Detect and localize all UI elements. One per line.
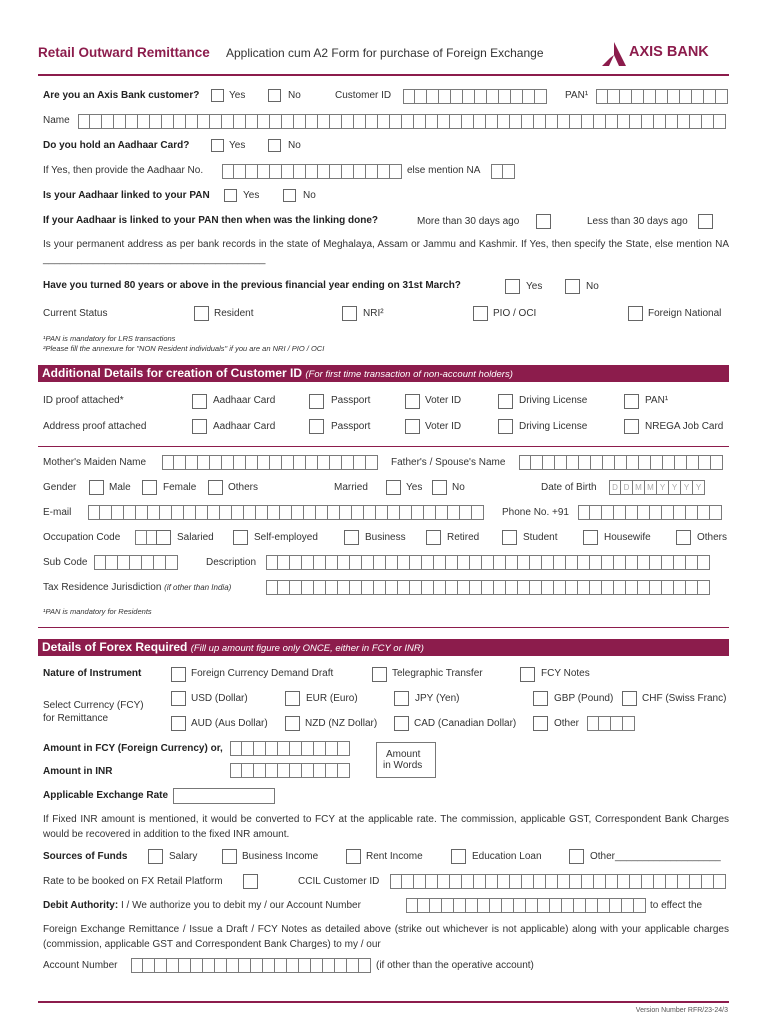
email-field[interactable]: [88, 505, 484, 520]
more-30-label: More than 30 days ago: [417, 216, 520, 227]
label: Voter ID: [425, 421, 462, 432]
gender-female-checkbox[interactable]: [142, 480, 157, 495]
resident-checkbox[interactable]: [194, 306, 209, 321]
forex-authorization-text: Foreign Exchange Remittance / Issue a Draft / FCY Notes as detailed above (strike out whichever is not applicable) along with your applicable charges (commission, applicable GST and Correspondent Bank Charges) to my / our: [43, 924, 729, 950]
id-dl-checkbox[interactable]: [498, 394, 513, 409]
section-subtitle: (Fill up amount figure only ONCE, either in FCY or INR): [190, 643, 424, 654]
jpy-checkbox[interactable]: [394, 691, 409, 706]
phone-field[interactable]: [578, 505, 722, 520]
gender-others-checkbox[interactable]: [208, 480, 223, 495]
education-loan-checkbox[interactable]: [451, 849, 466, 864]
label: GBP (Pound): [554, 693, 614, 704]
aadhaar-no-checkbox[interactable]: [268, 139, 281, 152]
account-number-field[interactable]: [131, 958, 371, 973]
current-status-label: Current Status: [43, 308, 108, 319]
aud-checkbox[interactable]: [171, 716, 186, 731]
address-question: Is your permanent address as per bank records in the state of Meghalaya, Assam or Jammu and Kashmir. If Yes, then specify the State, else mention NA ________________________________________: [43, 239, 729, 265]
label: PAN¹: [645, 395, 669, 406]
occ-business-checkbox[interactable]: [344, 530, 359, 545]
debit-authority-row: [43, 900, 361, 911]
less-30-checkbox[interactable]: [698, 214, 713, 229]
debit-authority-text: I / We authorize you to debit my / our Account Number: [120, 900, 361, 911]
tax-residence-field[interactable]: [266, 580, 710, 595]
eur-checkbox[interactable]: [285, 691, 300, 706]
axis-customer-question: Are you an Axis Bank customer?: [43, 90, 200, 101]
dob-m2: M: [645, 480, 657, 495]
nzd-checkbox[interactable]: [285, 716, 300, 731]
mothers-name-field[interactable]: [162, 455, 378, 470]
amount-inr-label: Amount in INR: [43, 766, 113, 777]
label: Foreign Currency Demand Draft: [191, 668, 334, 679]
dob-d2: D: [621, 480, 633, 495]
label: JPY (Yen): [415, 693, 460, 704]
label: Voter ID: [425, 395, 462, 406]
label: Other___________________: [590, 851, 721, 862]
id-proof-label: ID proof attached*: [43, 395, 124, 406]
addr-nrega-checkbox[interactable]: [624, 419, 639, 434]
section-divider: [38, 446, 729, 447]
dob-y2: Y: [669, 480, 681, 495]
description-field[interactable]: [266, 555, 710, 570]
select-currency-label-1: Select Currency (FCY): [43, 700, 144, 711]
linked-no-checkbox[interactable]: [283, 189, 296, 202]
label: NREGA Job Card: [645, 421, 724, 432]
forex-section-header: [38, 639, 729, 656]
section-title: Details of Forex Required: [42, 640, 188, 654]
to-effect-label: to effect the: [650, 900, 703, 911]
label: Foreign National: [648, 308, 722, 319]
more-30-checkbox[interactable]: [536, 214, 551, 229]
gbp-checkbox[interactable]: [533, 691, 548, 706]
other-currency-checkbox[interactable]: [533, 716, 548, 731]
description-label: Description: [206, 557, 257, 568]
amount-inr-field[interactable]: [230, 763, 350, 778]
label: No: [288, 140, 301, 151]
tax-residence-label: [43, 582, 231, 593]
label: Yes: [229, 90, 246, 101]
email-label: E-mail: [43, 507, 72, 518]
label: Telegraphic Transfer: [392, 668, 483, 679]
label: NZD (NZ Dollar): [305, 718, 378, 729]
occ-retired-checkbox[interactable]: [426, 530, 441, 545]
label: Self-employed: [254, 532, 318, 543]
phone-label: Phone No. +91: [502, 507, 569, 518]
label: Male: [109, 482, 131, 493]
foreign-national-checkbox[interactable]: [628, 306, 643, 321]
gender-male-checkbox[interactable]: [89, 480, 104, 495]
amount-words-label-2: in Words: [383, 760, 423, 771]
else-na-label: else mention NA: [407, 165, 481, 176]
occ-student-checkbox[interactable]: [502, 530, 517, 545]
chf-checkbox[interactable]: [622, 691, 637, 706]
occ-housewife-checkbox[interactable]: [583, 530, 598, 545]
occ-salaried-checkbox[interactable]: [156, 530, 171, 545]
salary-checkbox[interactable]: [148, 849, 163, 864]
account-number-label: Account Number: [43, 960, 118, 971]
linked-yes-checkbox[interactable]: [224, 189, 237, 202]
label: Female: [163, 482, 197, 493]
label: EUR (Euro): [306, 693, 358, 704]
section-divider: [38, 627, 729, 628]
address-proof-label: Address proof attached: [43, 421, 147, 432]
footer-rule: [38, 1001, 729, 1003]
footnote-pan: ¹PAN is mandatory for LRS transactions: [43, 334, 176, 343]
axis-customer-yes-checkbox[interactable]: [211, 89, 224, 102]
dob-label: Date of Birth: [541, 482, 597, 493]
form-subtitle: Application cum A2 Form for purchase of Foreign Exchange: [226, 46, 544, 60]
label: Education Loan: [472, 851, 542, 862]
amount-fcy-label: Amount in FCY (Foreign Currency) or,: [43, 743, 223, 754]
label: Yes: [243, 190, 260, 201]
label: CAD (Canadian Dollar): [414, 718, 517, 729]
fx-retail-checkbox[interactable]: [243, 874, 258, 889]
less-30-label: Less than 30 days ago: [587, 216, 688, 227]
tax-residence-text: Tax Residence Jurisdiction: [43, 582, 162, 593]
form-title: Retail Outward Remittance: [38, 45, 210, 60]
label: Driving License: [519, 421, 588, 432]
footnote-pan-residents: ¹PAN is mandatory for Residents: [43, 607, 152, 616]
dob-y3: Y: [681, 480, 693, 495]
customer-id-field[interactable]: [403, 89, 547, 104]
mothers-name-label: Mother's Maiden Name: [43, 457, 147, 468]
fathers-name-label: Father's / Spouse's Name: [391, 457, 506, 468]
dob-y1: Y: [657, 480, 669, 495]
aadhaar-number-field[interactable]: [222, 164, 402, 179]
name-field[interactable]: [78, 114, 726, 129]
fixed-inr-note: If Fixed INR amount is mentioned, it would be converted to FCY at the applicable rate. The commission, applicable GST, Correspondent Bank Charges would be recovered in addition to the fixed INR amount.: [43, 814, 729, 840]
pio-checkbox[interactable]: [473, 306, 488, 321]
select-currency-label-2: for Remittance: [43, 713, 109, 724]
label: Other: [554, 718, 580, 729]
label: Others: [697, 532, 728, 543]
occupation-label: Occupation Code: [43, 532, 121, 543]
other-source-checkbox[interactable]: [569, 849, 584, 864]
label: Yes: [406, 482, 423, 493]
addr-voter-checkbox[interactable]: [405, 419, 420, 434]
label: USD (Dollar): [191, 693, 248, 704]
label: Aadhaar Card: [213, 395, 276, 406]
aadhaar-yes-checkbox[interactable]: [211, 139, 224, 152]
aadhaar-linked-question: Is your Aadhaar linked to your PAN: [43, 190, 210, 201]
label: Salaried: [177, 532, 214, 543]
axis-customer-no-checkbox[interactable]: [268, 89, 281, 102]
name-label: Name: [43, 115, 70, 126]
label: Salary: [169, 851, 198, 862]
pan-label: PAN¹: [565, 90, 589, 101]
label: Retired: [447, 532, 480, 543]
addr-aadhaar-checkbox[interactable]: [192, 419, 207, 434]
dob-y4: Y: [693, 480, 705, 495]
tt-checkbox[interactable]: [372, 667, 387, 682]
sub-code-label: Sub Code: [43, 557, 88, 568]
fcdd-checkbox[interactable]: [171, 667, 186, 682]
section-subtitle: (For first time transaction of non-account holders): [305, 369, 513, 380]
label: PIO / OCI: [493, 308, 537, 319]
pan-field[interactable]: [596, 89, 728, 104]
rent-income-checkbox[interactable]: [346, 849, 361, 864]
exchange-rate-label: Applicable Exchange Rate: [43, 790, 169, 801]
customer-id-label: Customer ID: [335, 90, 392, 101]
label: Business: [365, 532, 406, 543]
label: No: [288, 90, 301, 101]
aadhaar-na-field[interactable]: [491, 164, 515, 179]
label: Others: [228, 482, 259, 493]
occ-self-employed-checkbox[interactable]: [233, 530, 248, 545]
tax-residence-note: (if other than India): [164, 583, 232, 592]
axis-logo-icon: [600, 40, 628, 68]
label: No: [452, 482, 465, 493]
label: CHF (Swiss Franc): [642, 693, 727, 704]
other-currency-field[interactable]: [587, 716, 635, 731]
version-number: Version Number RFR/23-24/3: [635, 1007, 728, 1014]
addr-dl-checkbox[interactable]: [498, 419, 513, 434]
label: Passport: [331, 421, 371, 432]
dob-d1: D: [609, 480, 621, 495]
footnote-nri: ²Please fill the annexure for "NON Resident individuals" if you are an NRI / PIO / OCI: [43, 344, 325, 353]
nature-label: Nature of Instrument: [43, 668, 142, 679]
label: Business Income: [242, 851, 319, 862]
ccil-label: CCIL Customer ID: [298, 876, 380, 887]
sources-label: Sources of Funds: [43, 851, 128, 862]
label: Housewife: [604, 532, 651, 543]
business-income-checkbox[interactable]: [222, 849, 237, 864]
label: No: [586, 281, 599, 292]
label: Yes: [526, 281, 543, 292]
debit-account-field[interactable]: [406, 898, 646, 913]
married-label: Married: [334, 482, 368, 493]
aadhaar-question: Do you hold an Aadhaar Card?: [43, 140, 190, 151]
usd-checkbox[interactable]: [171, 691, 186, 706]
label: FCY Notes: [541, 668, 590, 679]
id-voter-checkbox[interactable]: [405, 394, 420, 409]
linking-question: If your Aadhaar is linked to your PAN then when was the linking done?: [43, 215, 379, 226]
label: Passport: [331, 395, 371, 406]
age-question: Have you turned 80 years or above in the previous financial year ending on 31st March?: [43, 280, 461, 291]
addr-passport-checkbox[interactable]: [309, 419, 324, 434]
married-yes-checkbox[interactable]: [386, 480, 401, 495]
label: No: [303, 190, 316, 201]
fcy-notes-checkbox[interactable]: [520, 667, 535, 682]
ccil-field[interactable]: [390, 874, 726, 889]
label: Aadhaar Card: [213, 421, 276, 432]
occ-others-checkbox[interactable]: [676, 530, 691, 545]
label: Yes: [229, 140, 246, 151]
aadhaar-no-label: If Yes, then provide the Aadhaar No.: [43, 165, 204, 176]
if-other-label: (if other than the operative account): [376, 960, 534, 971]
label: NRI²: [363, 308, 384, 319]
amount-fcy-field[interactable]: [230, 741, 350, 756]
label: Driving License: [519, 395, 588, 406]
dob-m1: M: [633, 480, 645, 495]
customer-section-header: [38, 365, 729, 382]
amount-words-label-1: Amount: [386, 749, 421, 760]
label: AUD (Aus Dollar): [191, 718, 268, 729]
label: Rent Income: [366, 851, 423, 862]
fathers-name-field[interactable]: [519, 455, 723, 470]
age-no-checkbox[interactable]: [565, 279, 580, 294]
id-passport-checkbox[interactable]: [309, 394, 324, 409]
bank-name: AXIS BANK: [629, 44, 709, 60]
id-aadhaar-checkbox[interactable]: [192, 394, 207, 409]
section-title: Additional Details for creation of Customer ID: [42, 366, 303, 380]
nri-checkbox[interactable]: [342, 306, 357, 321]
header-rule: [38, 74, 729, 76]
married-no-checkbox[interactable]: [432, 480, 447, 495]
label: Student: [523, 532, 558, 543]
cad-checkbox[interactable]: [394, 716, 409, 731]
exchange-rate-field[interactable]: [173, 788, 275, 804]
age-yes-checkbox[interactable]: [505, 279, 520, 294]
amount-words-input[interactable]: [435, 742, 729, 778]
dob-field[interactable]: [609, 480, 705, 495]
debit-authority-label: Debit Authority:: [43, 900, 119, 911]
sub-code-field[interactable]: [94, 555, 178, 570]
fx-retail-label: Rate to be booked on FX Retail Platform: [43, 876, 223, 887]
gender-label: Gender: [43, 482, 77, 493]
id-pan-checkbox[interactable]: [624, 394, 639, 409]
label: Resident: [214, 308, 254, 319]
